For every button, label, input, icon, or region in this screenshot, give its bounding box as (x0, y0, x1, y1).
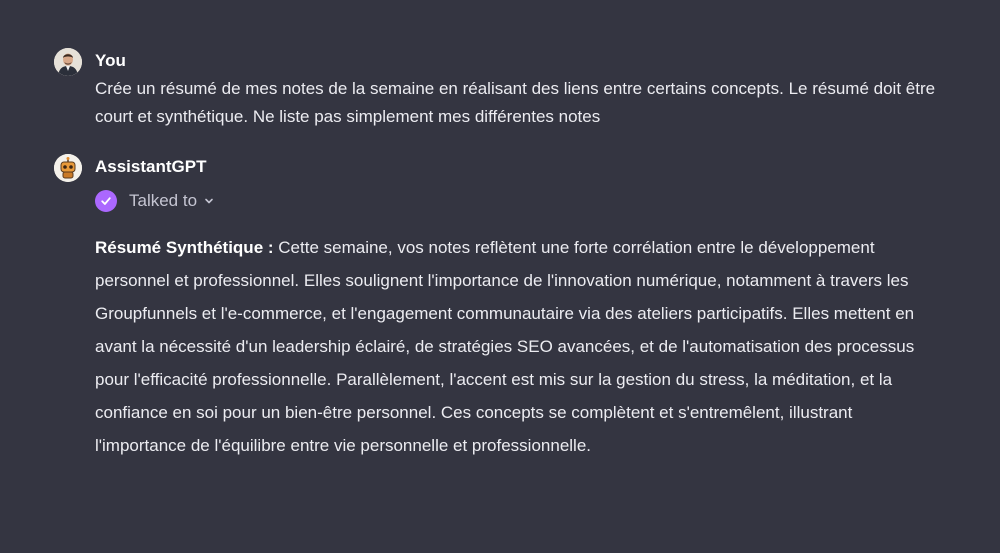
summary-heading: Résumé Synthétique : (95, 238, 274, 257)
assistant-message (54, 154, 940, 462)
plugin-status-toggle[interactable] (95, 189, 940, 213)
user-avatar (54, 48, 82, 76)
assistant-author-name: AssistantGPT (95, 157, 207, 176)
chevron-down-icon[interactable] (203, 195, 215, 207)
assistant-response-text (95, 231, 940, 462)
user-message (54, 48, 940, 131)
summary-body: Cette semaine, vos notes reflètent une forte corrélation entre le développement personnel et professionnel. Elles soulignent l'importance de l'innovation numérique, notamment à travers les Groupfunnels et l'e-commerce, et l'engagement communautaire via des ateliers participatifs. Elles mettent en avant la nécessité d'un leadership éclairé, de stratégies SEO avancées, et de l'automatisation des processus pour l'efficacité professionnelle. Parallèlement, l'accent est mis sur la gestion du stress, la méditation, et la confiance en soi pour un bien-être personnel. Ces concepts se complètent et s'entremêlent, illustrant l'importance de l'équilibre entre vie personnelle et professionnelle. (95, 238, 915, 455)
plugin-status-label: Talked to (129, 191, 198, 210)
check-icon (95, 190, 117, 212)
user-message-text: Crée un résumé de mes notes de la semaine en réalisant des liens entre certains concepts. Le résumé doit être court et synthétique. Ne liste pas simplement mes différentes notes (95, 79, 936, 126)
user-author-name: You (95, 51, 126, 70)
assistant-avatar (54, 154, 82, 182)
